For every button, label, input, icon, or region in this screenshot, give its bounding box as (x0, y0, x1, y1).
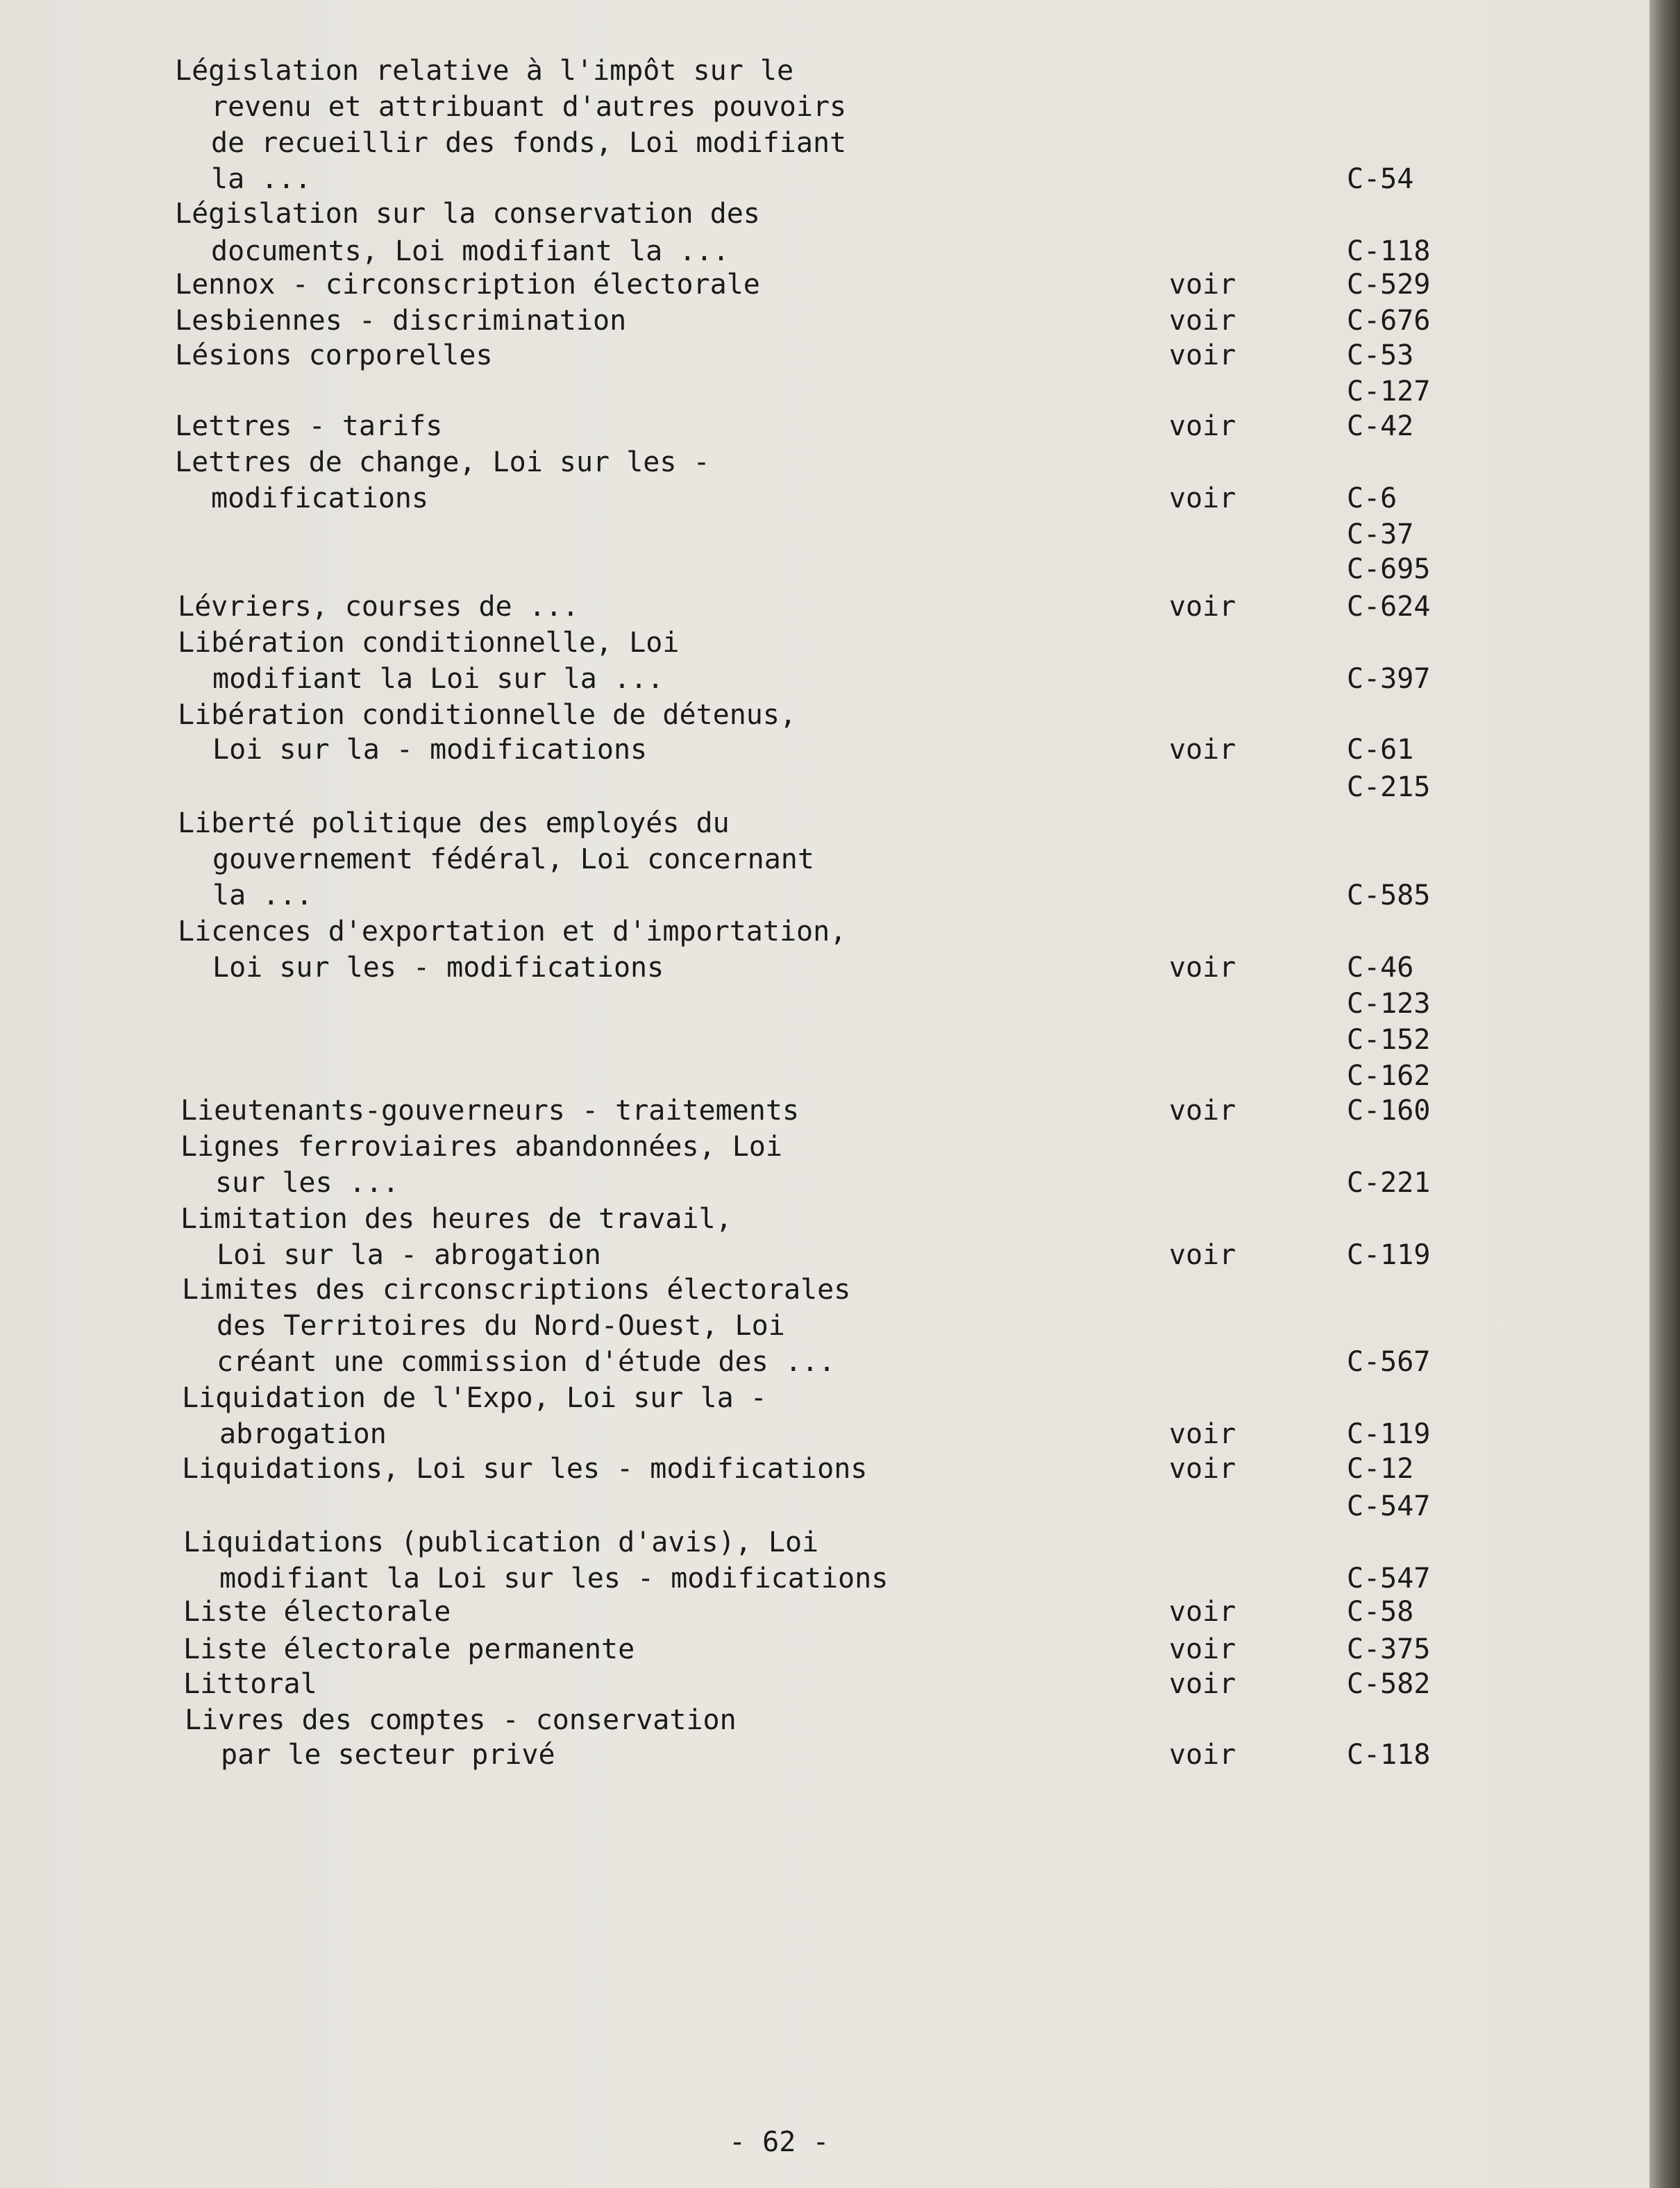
index-entry (0, 1022, 1649, 1058)
index-entry (0, 444, 1649, 480)
index-entry (0, 303, 1649, 339)
entry-bill-number: C-53 (1347, 339, 1414, 371)
entry-text: modifiant la Loi sur les - modifications (219, 1563, 889, 1594)
entry-bill-number: C-162 (1347, 1060, 1431, 1092)
index-entry (0, 480, 1649, 516)
index-entry (0, 551, 1649, 587)
entry-voir: voir (1169, 339, 1236, 371)
entry-bill-number: C-676 (1347, 305, 1431, 337)
entry-bill-number: C-54 (1347, 163, 1414, 195)
entry-voir: voir (1169, 1453, 1236, 1485)
entry-bill-number: C-118 (1347, 1739, 1431, 1771)
entry-text: Loi sur les - modifications (212, 952, 664, 984)
entry-text: Liste électorale permanente (183, 1633, 635, 1665)
entry-voir: voir (1169, 1095, 1236, 1127)
entry-bill-number: C-221 (1347, 1167, 1431, 1199)
entry-bill-number: C-585 (1347, 880, 1431, 911)
entry-bill-number: C-215 (1347, 771, 1431, 803)
entry-text: Liste électorale (183, 1596, 451, 1628)
index-entry (0, 1560, 1649, 1597)
entry-bill-number: C-6 (1347, 482, 1397, 514)
entry-bill-number: C-375 (1347, 1633, 1431, 1665)
entry-text: Licences d'exportation et d'importation, (178, 916, 847, 948)
index-entry (0, 1380, 1649, 1416)
entry-voir: voir (1169, 482, 1236, 514)
index-entry (0, 1308, 1649, 1344)
entry-voir: voir (1169, 1633, 1236, 1665)
entry-voir: voir (1169, 734, 1236, 766)
entry-bill-number: C-582 (1347, 1668, 1431, 1700)
index-entry (0, 1201, 1649, 1237)
index-entry (0, 373, 1649, 410)
index-entry (0, 161, 1649, 197)
entry-bill-number: C-695 (1347, 553, 1431, 585)
index-entry (0, 1737, 1649, 1773)
entry-text: la ... (212, 880, 313, 911)
entry-text: Littoral (183, 1668, 317, 1700)
entry-bill-number: C-46 (1347, 952, 1414, 984)
entry-voir: voir (1169, 305, 1236, 337)
entry-bill-number: C-547 (1347, 1490, 1431, 1522)
entry-text: Lévriers, courses de ... (178, 591, 579, 623)
index-entry (0, 1272, 1649, 1308)
index-entry (0, 986, 1649, 1022)
index-entry (0, 125, 1649, 161)
index-entry (0, 233, 1649, 269)
entry-bill-number: C-547 (1347, 1563, 1431, 1594)
entry-text: modifications (211, 482, 429, 514)
index-entry (0, 1488, 1649, 1524)
index-entry (0, 89, 1649, 125)
index-entry (0, 877, 1649, 914)
entry-text: modifiant la Loi sur la ... (212, 663, 664, 695)
entry-voir: voir (1169, 1739, 1236, 1771)
entry-text: documents, Loi modifiant la ... (211, 235, 730, 267)
index-entry (0, 841, 1649, 877)
index-entry (0, 805, 1649, 841)
entry-text: Lennox - circonscription électorale (175, 269, 760, 301)
index-entry (0, 1058, 1649, 1094)
index-entry (0, 1165, 1649, 1201)
entry-bill-number: C-127 (1347, 376, 1431, 407)
entry-text: gouvernement fédéral, Loi concernant (212, 843, 814, 875)
entry-bill-number: C-12 (1347, 1453, 1414, 1485)
entry-text: sur les ... (215, 1167, 399, 1199)
index-entry (0, 1702, 1649, 1738)
entry-bill-number: C-58 (1347, 1596, 1414, 1628)
index-entry (0, 516, 1649, 553)
index-entry (0, 625, 1649, 661)
entry-text: Lignes ferroviaires abandonnées, Loi (180, 1131, 782, 1163)
entry-text: par le secteur privé (221, 1739, 555, 1771)
entry-text: de recueillir des fonds, Loi modifiant (211, 127, 847, 159)
binding-edge (1649, 0, 1680, 2188)
index-entry (0, 769, 1649, 805)
index-entry (0, 1093, 1649, 1129)
page-number: - 62 - (729, 2126, 830, 2158)
entry-bill-number: C-397 (1347, 663, 1431, 695)
entry-text: Liquidations (publication d'avis), Loi (183, 1526, 819, 1558)
entry-text: Loi sur la - modifications (212, 734, 648, 766)
index-entry (0, 1666, 1649, 1702)
entry-voir: voir (1169, 1668, 1236, 1700)
entry-bill-number: C-529 (1347, 269, 1431, 301)
index-entry (0, 53, 1649, 89)
index-entry (0, 408, 1649, 444)
index-entry (0, 337, 1649, 373)
entry-text: revenu et attribuant d'autres pouvoirs (211, 91, 847, 123)
entry-text: Loi sur la - abrogation (217, 1239, 601, 1271)
entry-text: créant une commission d'étude des ... (217, 1346, 836, 1378)
entry-text: Lieutenants-gouverneurs - traitements (180, 1095, 800, 1127)
entry-voir: voir (1169, 1418, 1236, 1450)
index-entry (0, 1451, 1649, 1487)
index-entry (0, 1524, 1649, 1560)
index-entry (0, 1631, 1649, 1667)
entry-text: Lettres - tarifs (175, 410, 443, 442)
entry-voir: voir (1169, 410, 1236, 442)
entry-text: Libération conditionnelle, Loi (178, 627, 680, 659)
index-entry (0, 1344, 1649, 1380)
entry-text: Liquidation de l'Expo, Loi sur la - (182, 1382, 767, 1414)
entry-text: Lettres de change, Loi sur les - (175, 446, 710, 478)
index-entry (0, 697, 1649, 733)
entry-voir: voir (1169, 1239, 1236, 1271)
entry-text: Livres des comptes - conservation (185, 1704, 737, 1736)
entry-bill-number: C-152 (1347, 1024, 1431, 1056)
index-entry (0, 1594, 1649, 1630)
entry-text: Lésions corporelles (175, 339, 493, 371)
index-entry (0, 950, 1649, 986)
entry-text: Liberté politique des employés du (178, 807, 730, 839)
entry-voir: voir (1169, 269, 1236, 301)
entry-text: Libération conditionnelle de détenus, (178, 699, 797, 731)
index-entry (0, 732, 1649, 768)
entry-bill-number: C-37 (1347, 519, 1414, 550)
index-entry (0, 196, 1649, 232)
entry-voir: voir (1169, 952, 1236, 984)
entry-text: des Territoires du Nord-Ouest, Loi (217, 1310, 785, 1342)
entry-text: la ... (211, 163, 312, 195)
entry-voir: voir (1169, 591, 1236, 623)
index-entry (0, 1237, 1649, 1273)
entry-voir: voir (1169, 1596, 1236, 1628)
entry-text: Limites des circonscriptions électorales (182, 1274, 851, 1306)
entry-text: Liquidations, Loi sur les - modifications (182, 1453, 868, 1485)
entry-bill-number: C-160 (1347, 1095, 1431, 1127)
entry-bill-number: C-567 (1347, 1346, 1431, 1378)
entry-bill-number: C-119 (1347, 1418, 1431, 1450)
index-entry (0, 914, 1649, 950)
entry-bill-number: C-42 (1347, 410, 1414, 442)
entry-bill-number: C-118 (1347, 235, 1431, 267)
index-entry (0, 1416, 1649, 1452)
index-entry (0, 589, 1649, 625)
entry-text: abrogation (219, 1418, 387, 1450)
entry-text: Législation sur la conservation des (175, 198, 760, 230)
index-entry (0, 267, 1649, 303)
entry-text: Limitation des heures de travail, (180, 1203, 732, 1235)
index-entry (0, 1129, 1649, 1165)
entry-bill-number: C-624 (1347, 591, 1431, 623)
entry-text: Législation relative à l'impôt sur le (175, 55, 794, 87)
entry-bill-number: C-61 (1347, 734, 1414, 766)
entry-bill-number: C-119 (1347, 1239, 1431, 1271)
entry-text: Lesbiennes - discrimination (175, 305, 627, 337)
index-entry (0, 661, 1649, 697)
entry-bill-number: C-123 (1347, 988, 1431, 1020)
